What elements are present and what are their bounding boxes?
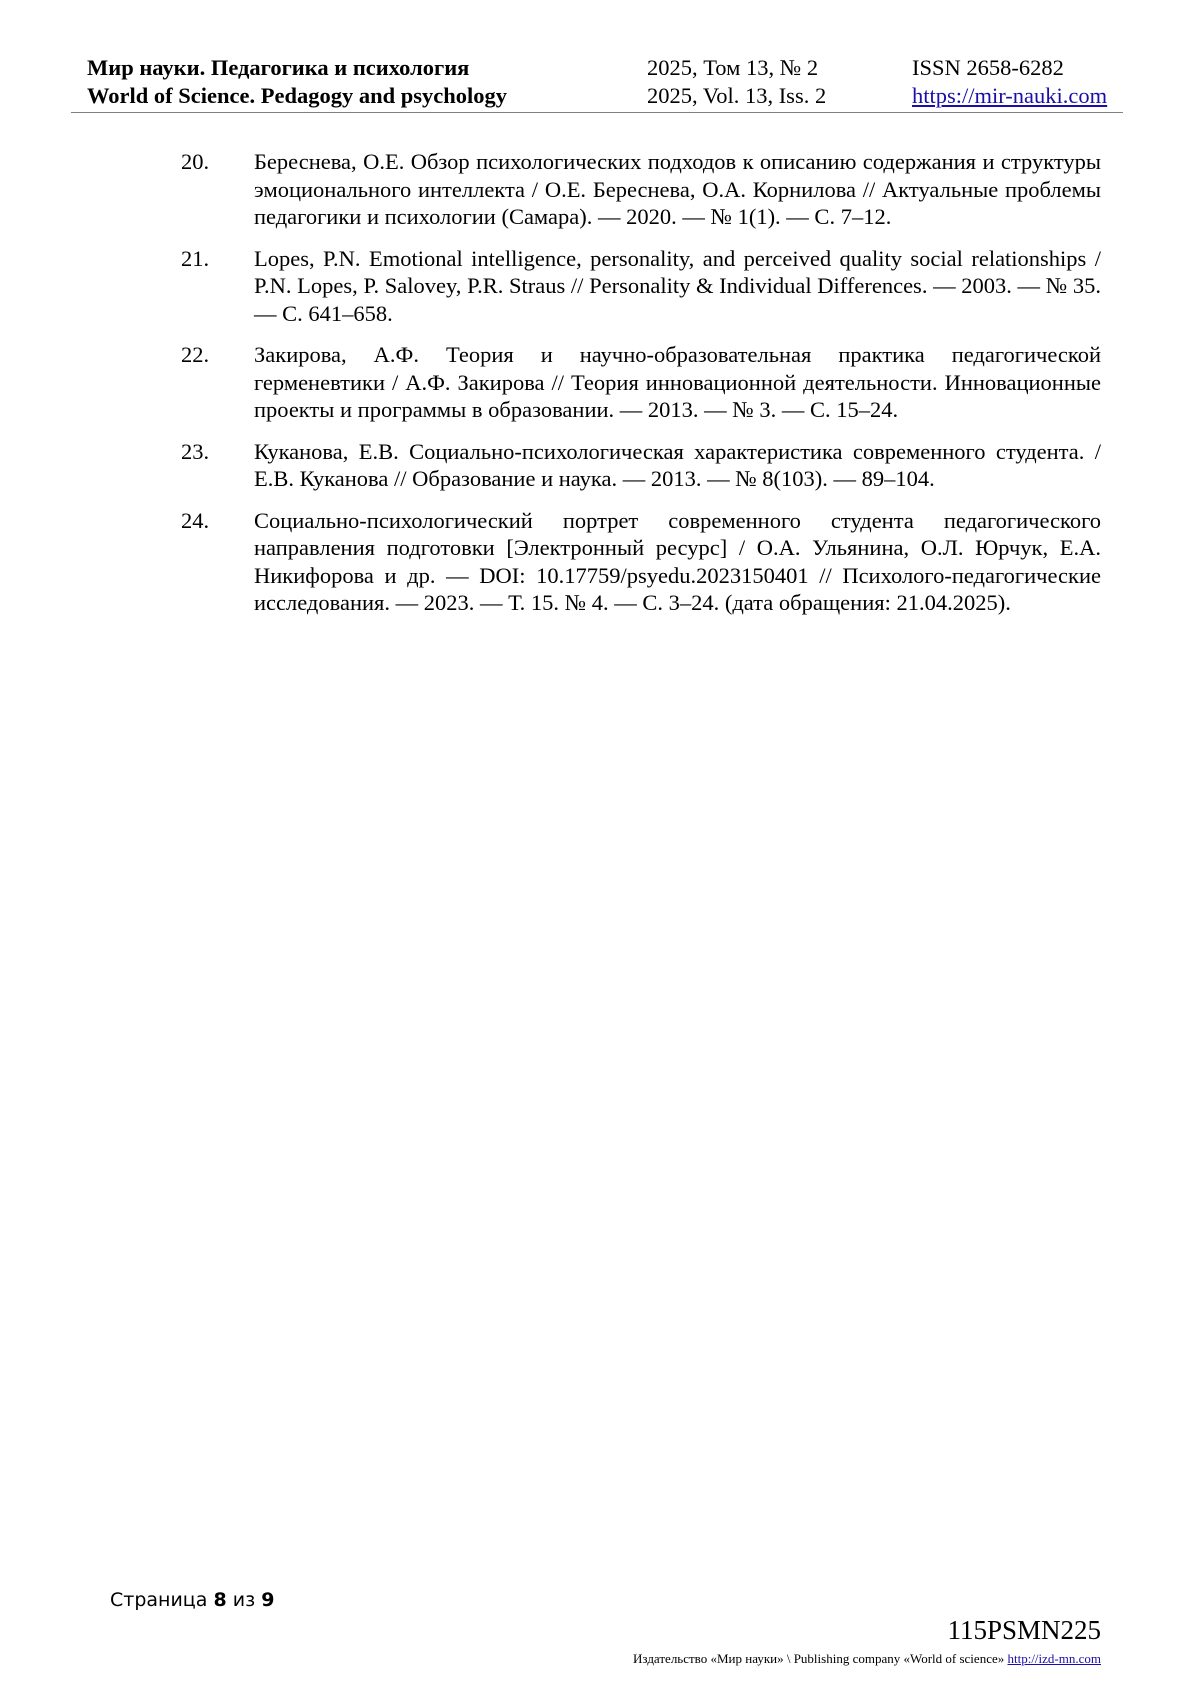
journal-site-link[interactable]: https://mir-nauki.com xyxy=(912,83,1108,108)
reference-number: 20. xyxy=(181,149,210,174)
publisher-line xyxy=(633,1651,1101,1667)
page-counter-separator: из xyxy=(232,1589,256,1611)
reference-text: Куканова, Е.В. Социально-психологическая характеристика современного студента. / Е.В. Куканова // Образование и наука. — 2013. — № 8(103). — 89–104. xyxy=(254,438,1101,491)
reference-number: 24. xyxy=(181,507,210,533)
page-total-number: 9 xyxy=(261,1589,275,1611)
publisher-link[interactable]: http://izd-mn.com xyxy=(1007,1651,1101,1666)
page-counter-prefix: Страница xyxy=(110,1589,208,1611)
reference-item xyxy=(181,507,1101,617)
issn-block xyxy=(912,54,1107,110)
reference-text: Береснева, О.Е. Обзор психологических подходов к описанию содержания и структуры эмоционального интеллекта / О.Е. Береснева, О.А. Корнилова // Актуальные проблемы педагогики и психологии (Самара). — 2020. — № 1(1). — С. 7–12. xyxy=(254,149,1101,229)
reference-list xyxy=(181,148,1101,631)
page-current-number: 8 xyxy=(213,1589,227,1611)
volume-info-en: 2025, Vol. 13, Iss. 2 xyxy=(647,83,827,108)
reference-text: Социально-психологический портрет современного студента педагогического направления подготовки [Электронный ресурс] / О.А. Ульянина, О.Л. Юрчук, Е.А. Никифорова и др. — DOI: 10.17759/psyedu.2023150401 // Психолого-педагогические исследования. — 2023. — Т. 15. № 4. — С. 3–24. (дата обращения: 21.04.2025). xyxy=(254,507,1101,615)
reference-item xyxy=(181,148,1101,231)
reference-number: 21. xyxy=(181,245,210,271)
reference-item xyxy=(181,438,1101,493)
issn-number: ISSN 2658-6282 xyxy=(912,55,1064,80)
reference-number: 23. xyxy=(181,438,210,464)
volume-info-ru: 2025, Том 13, № 2 xyxy=(647,55,819,80)
reference-item xyxy=(181,245,1101,328)
reference-item xyxy=(181,341,1101,424)
page-counter xyxy=(110,1588,274,1612)
publisher-text: Издательство «Мир науки» \ Publishing company «World of science» xyxy=(633,1651,1005,1666)
journal-title-ru: Мир науки. Педагогика и психология xyxy=(87,55,470,80)
volume-info-block xyxy=(647,54,826,110)
reference-text: Закирова, А.Ф. Теория и научно-образовательная практика педагогической герменевтики / А.Ф. Закирова // Теория инновационной деятельности. Инновационные проекты и программы в образовании. — 2013. — № 3. — С. 15–24. xyxy=(254,342,1101,422)
journal-title-en: World of Science. Pedagogy and psychology xyxy=(87,83,508,108)
reference-text: Lopes, P.N. Emotional intelligence, personality, and perceived quality social relationships / P.N. Lopes, P. Salovey, P.R. Straus // Personality & Individual Differences. — 2003. — № 35. — С. 641–658. xyxy=(254,245,1101,326)
article-code: 115PSMN225 xyxy=(947,1615,1101,1645)
reference-number: 22. xyxy=(181,342,210,367)
page-header xyxy=(71,52,1123,113)
journal-title-block xyxy=(87,54,507,110)
